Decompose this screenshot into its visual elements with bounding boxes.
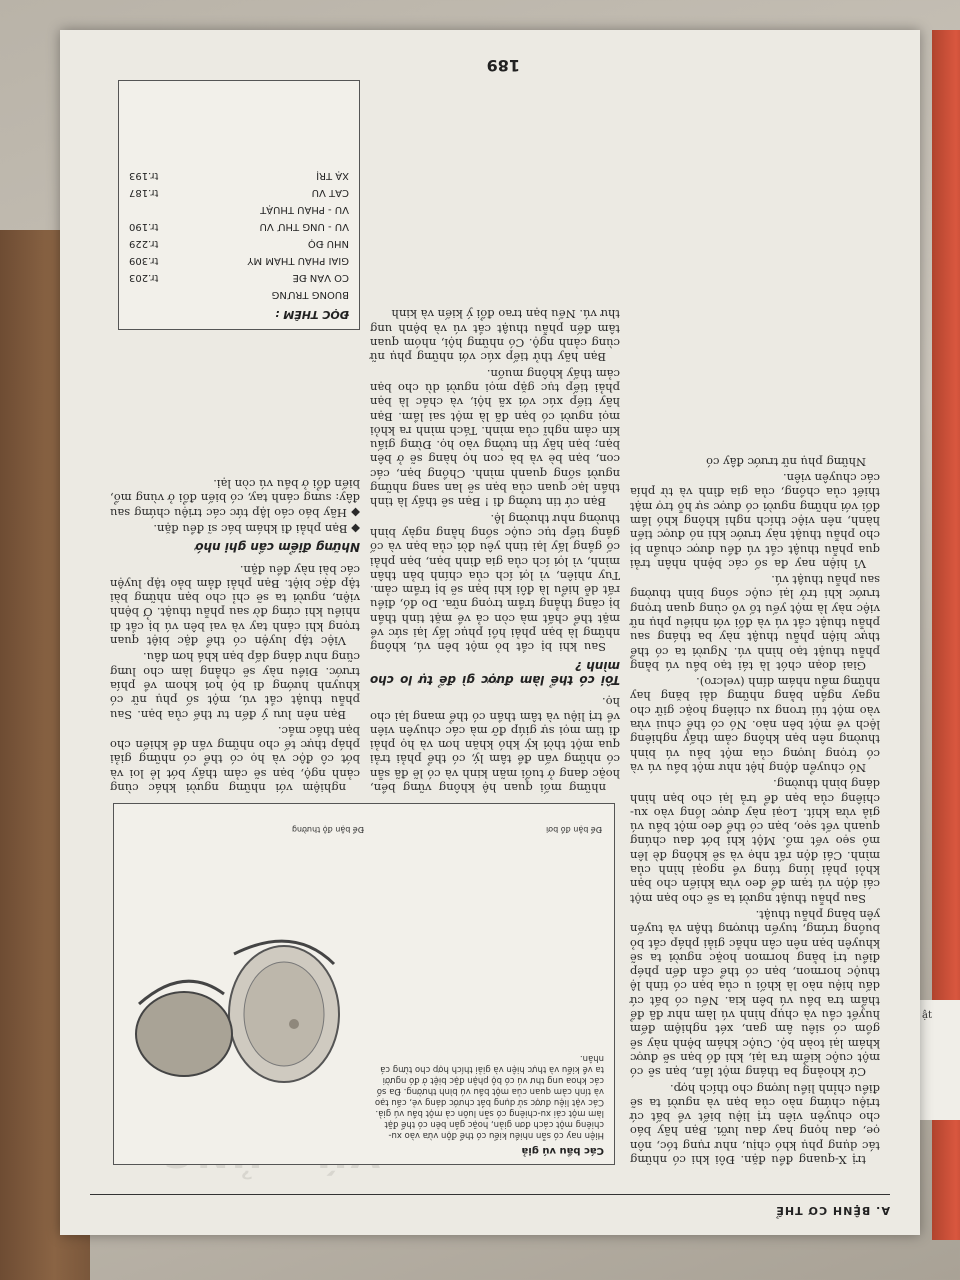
paragraph: Việc tập luyện có thể đặc biệt quan trọng khi cánh tay và vai bên vú bị cắt đi nhiều khi cứng đờ sau phẫu thuật. Ở bệnh viện, người ta sẽ chỉ cho bạn những bài tập đặc biệt. Bạn phải đảm bảo tập luyện các bài này đều đặn. xyxy=(110,562,360,649)
section-heading: Tôi có thể làm được gì để tự lo cho mình ? xyxy=(370,658,620,687)
paragraph: Cứ khoảng ba tháng một lần, bạn sẽ có một cuộc kiểm tra lại, khi đó bạn sẽ được khám lại toàn bộ. Cuộc khám bệnh này sẽ gồm có siêu âm gan, xét nghiệm đếm huyết cầu và chụp hình vú làm như đã để thẩm tra bầu vú bên kia. Nếu có bất cứ dấu hiệu nào là khối u của bạn có tính lệ thuộc hormon, bạn có thể cần đến phép điều trị bằng hormon hoặc người ta sẽ khuyên bạn nên cân nhắc giải pháp cắt bỏ buồng trứng, tuyến thượng thận và tuyến yên bằng phẫu thuật. xyxy=(630,907,880,1080)
bullet-item: ◆ Bạn phải đi khám bác sĩ đều đặn. xyxy=(153,521,360,536)
page-number: 189 xyxy=(486,56,520,75)
paragraph: Bạn nên lưu ý đến tư thế của bạn. Sau phẫu thuật cắt vú, một số phụ nữ có khuynh hướng đi bộ hơi khom về phía trước. Điều này sẽ chẳng làm cho lưng cũng như dáng dấp bạn khá hơn đâu. xyxy=(110,650,360,722)
read-more-item: NHŨ ĐỘ tr.229 xyxy=(129,238,349,249)
section-heading: Những điểm cần ghi nhớ xyxy=(195,540,360,555)
bullet-item: ◆ Hãy báo cáo lập tức các triệu chứng sau đây: sưng cánh tay, có biến đổi ở vùng mổ, biến đổi ở bầu vú còn lại. xyxy=(110,477,360,520)
adjacent-page-edge xyxy=(918,1000,960,1120)
box-title: Các bầu vú giả xyxy=(521,1145,604,1156)
caption-normal: Để bận độ thường xyxy=(291,825,364,834)
paragraph: Sau khi bị cắt bỏ một bên vú, không những là bạn phải hồi phục lấy lại sức về mặt thể chất mà còn cả về mặt tinh thần bị căng thẳng trầm trọng nữa. Do đó, điều rất dễ hiểu là đôi khi bạn sẽ bị trầm cảm. Tuy nhiên, vì lợi ích của chính bản thân mình, vì lợi ích của gia đình bạn, bạn phải cố gắng lấy lại tinh yêu đời của bạn và cố gắng tiếp tục cuộc sống hằng ngày bình thường như thường lệ. xyxy=(370,511,620,655)
read-more-item: VÚ - UNG THƯ VÚ tr.190 xyxy=(129,221,349,232)
read-more-item: GIẢI PHẪU THẨM MỸ tr.309 xyxy=(129,255,349,266)
read-more-item: BUỒNG TRỨNG xyxy=(271,289,349,300)
prosthesis-illustration xyxy=(124,884,354,1124)
read-more-item: CẮT VÚ tr.187 xyxy=(129,187,349,198)
read-more-item: CÓ VẤN ĐỀ tr.203 xyxy=(129,272,349,283)
page-content-rotated xyxy=(60,30,920,1235)
paragraph: Bạn hãy thử tiếp xúc với những phụ nữ cùng cảnh ngộ. Có những hội, nhóm quan tâm đến phẫu thuật cắt vú và bệnh ung thư vú. Nếu bạn trao đổi ý kiến và kinh xyxy=(370,307,620,365)
paragraph: Bạn cứ tin tưởng đi ! Bạn sẽ thấy là tình thần lạc quan của bạn sẽ lan sang những người sống quanh mình. Chồng bạn, các con, bạn bè và bà con họ hàng sẽ ở bên bạn; bạn hãy tin tưởng vào họ. Đừng giấu kín cảm nghĩ của mình. Tách mình ra khỏi mọi người có bạn đã là một sai lầm. Bạn hãy tiếp xúc với xã hội, và chắc là bạn phải tiếp tục gặp mọi người dù cho bạn cảm thấy không muốn. xyxy=(370,366,620,510)
paragraph: nghiệm với những người khác cùng cảnh ngộ, bạn sẽ cảm thấy bớt lẻ loi và bớt cô độc và họ có thể có những giải pháp thực tế cho những vấn đề khiến cho bạn thắc mắc. xyxy=(110,723,360,795)
paragraph: Sau phẫu thuật người ta sẽ cho bạn một cái độn vú tạm để đeo vừa khiến cho bạn khỏi phải lúng túng về ngoại hình của mình. Cái độn rất nhẹ và sẽ không đè lên mô sẹo vết mổ. Một khi bớt đau chúng quanh vết sẹo, bạn có thể đeo một bầu vú giả vừa khít. Loại này được lồng vào xu-chiêng của bạn để trả lại cho bạn hình dáng bình thường. xyxy=(630,777,880,906)
text-column-2 xyxy=(370,95,620,795)
edge-fragment: ật xyxy=(922,1010,932,1021)
paragraph: Những phụ nữ trước đây có xyxy=(706,454,866,469)
read-more-item: XẠ TRỊ tr.193 xyxy=(129,170,349,181)
paragraph: trị X-quang đều đặn. Đôi khi có những tác dụng phụ khó chịu, như rụng tóc, nôn ọe, đau họng hay đau lưỡi. Bạn hãy báo cho chuyên viên trị liệu biết về bất cứ triệu chứng nào của bạn và người ta sẽ điều chỉnh liều lượng cho thích hợp. xyxy=(630,1081,880,1167)
read-more-box xyxy=(118,80,360,330)
paragraph: Giai đoạn chót là tái tạo bầu vú bằng phẫu thuật tạo hình vú. Người ta có thể thực hiện phẫu thuật này ba tháng sau phẫu thuật cắt vú và đối với nhiều phụ nữ việc này là một yếu tố vô cùng quan trọng trước khi trở lại cuộc sống bình thường sau phẫu thuật vú. xyxy=(630,573,880,673)
book-page xyxy=(60,30,920,1235)
prosthesis-figure-box xyxy=(113,803,615,1165)
paragraph: Nó chuyển động hệt như một bầu vú và có trọng lượng của một bầu vú bình thường nên bạn không cảm thấy nghiêng lệch về một bên nào. Nó có thể chui vừa vào một túi trong xu chiêng hoặc giữ cho ngay ngắn bằng những dải băng hay những mẩu nhám dính (velcro). xyxy=(630,675,880,775)
caption-swimwear: Để bận đồ bơi xyxy=(546,825,602,834)
paragraph: Vì hiện nay đa số các bệnh nhân trải qua phẫu thuật cắt vú đều được chuẩn bị cho phẫu thuật này trước khi nó được tiến hành, nên việc thích nghi không khó lắm đối với những người có được sự hỗ trợ mật thiết của chồng, của gia đình và từ phía các chuyên viên. xyxy=(630,471,880,571)
read-more-title: ĐỌC THÊM : xyxy=(275,308,349,321)
paragraph: những mối quan hệ không vững bền, hoặc đang ở tuổi mãn kinh và có lẽ đã sẵn có những vấn đề tâm lý, có thể phải trải qua một thời kỳ khó khăn hơn và họ phải đi tìm mọi sự giúp đỡ mà các chuyên viên về trị liệu và tâm thần có thể mang lại cho họ. xyxy=(370,695,620,795)
box-text: Hiện nay có sẵn nhiều kiểu có thể độn vừa vào xu-chiêng một cách đơn giản, hoặc gắn bên có thể đặt làm một cái xu-chiêng có sẵn luôn cả một bầu vú giả. Các vật liệu được sử dụng bắt chước dáng vẻ, cấu tạo và tính cảm quan của một bầu vú bình thường. Đa số các khoa ung thư vú có bộ phận đặc biệt ở đó người ta về kiểu và thực hiện và giải thích hợp cho từng cá nhân. xyxy=(374,1053,604,1140)
read-more-item: VÚ - PHẪU THUẬT xyxy=(260,204,349,215)
running-header: A. BỆNH CƠ THỂ xyxy=(90,1194,890,1217)
text-column-1 xyxy=(630,87,880,1167)
